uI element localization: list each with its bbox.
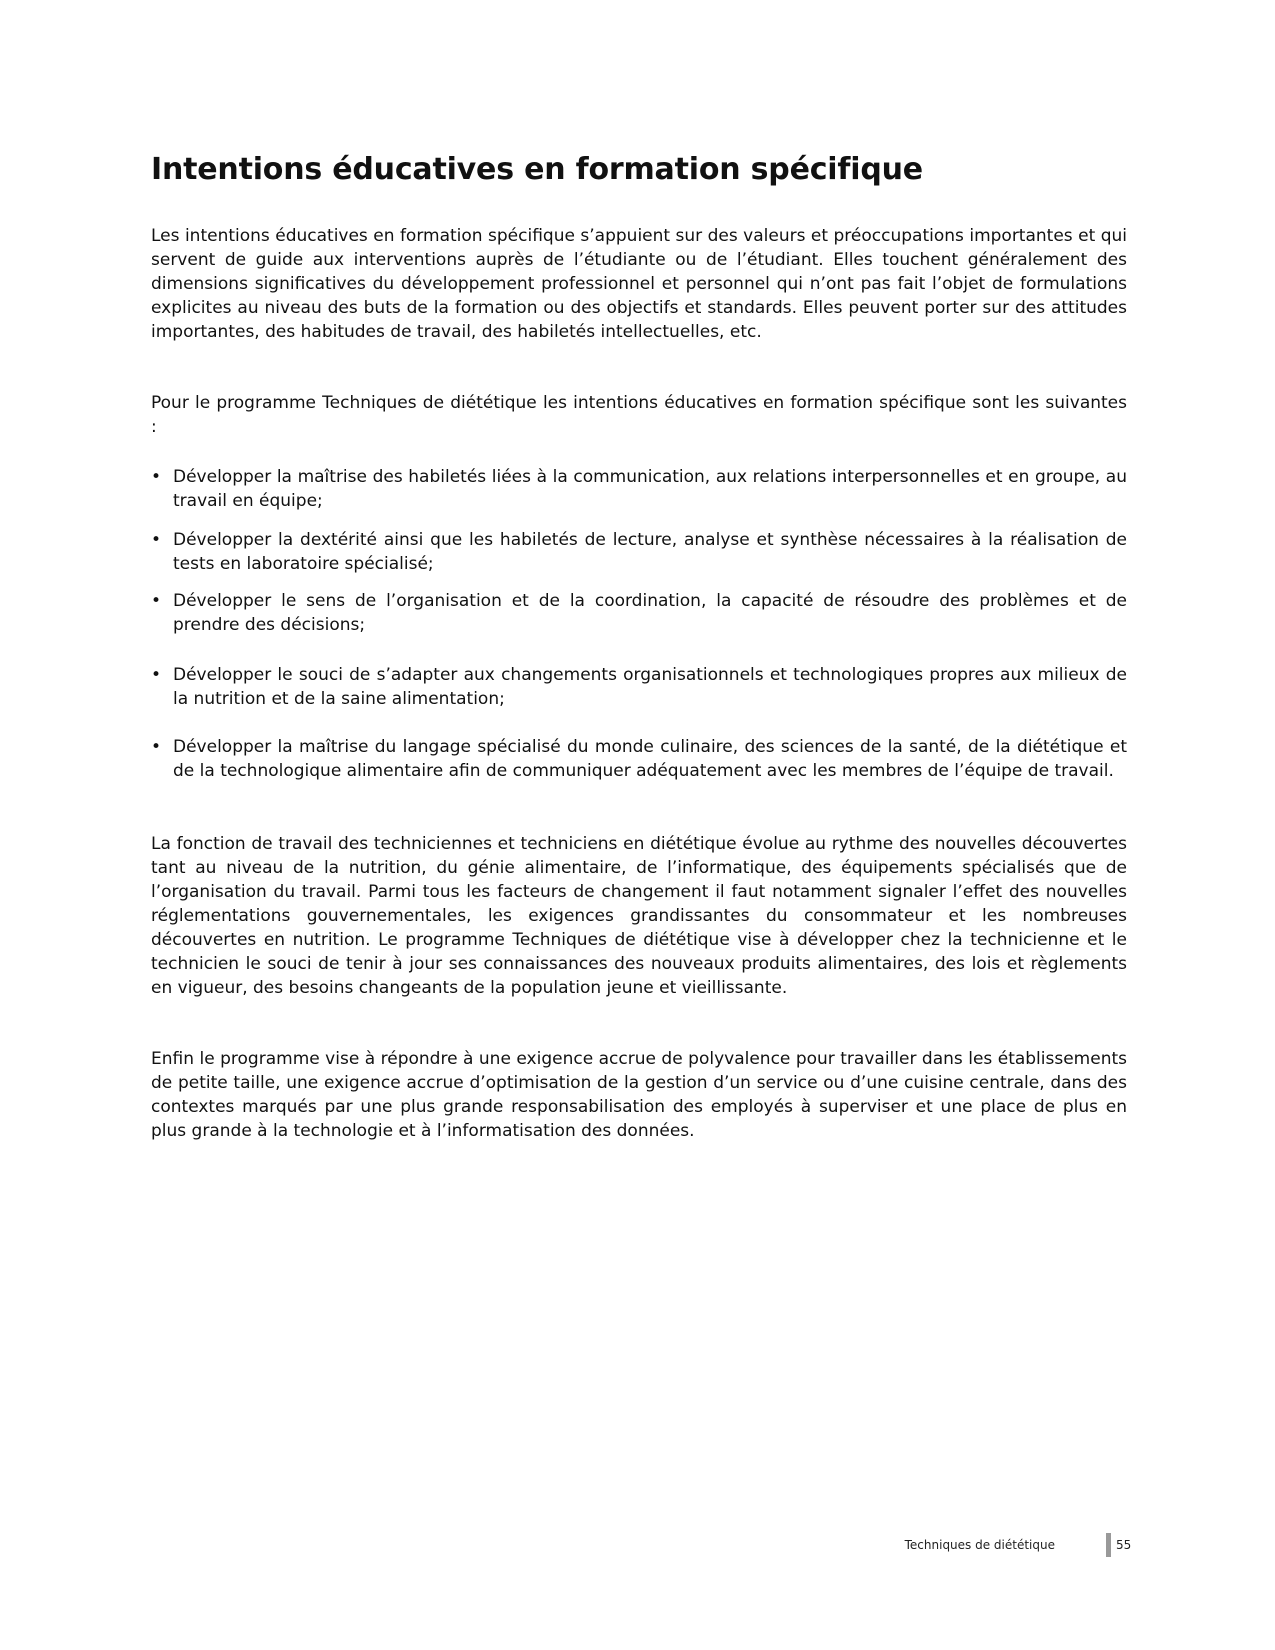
bullet-item	[151, 735, 1127, 783]
bullet-text: Développer le sens de l’organisation et de la coordination, la capacité de résoudre des problèmes et de prendre des décisions;	[173, 591, 1127, 635]
bullet-text: Développer la maîtrise des habiletés liées à la communication, aux relations interpersonnelles et en groupe, au travail en équipe;	[173, 467, 1127, 511]
page-footer	[900, 1533, 1135, 1557]
footer-divider	[1106, 1533, 1111, 1557]
bullet-text: Développer le souci de s’adapter aux changements organisationnels et technologiques propres aux milieux de la nutrition et de la saine alimentation;	[173, 665, 1127, 709]
bullet-icon: •	[151, 467, 162, 487]
program-paragraph: Pour le programme Techniques de diététique les intentions éducatives en formation spécifique sont les suivantes :	[151, 393, 1127, 437]
bullet-icon: •	[151, 591, 162, 611]
footer-title: Techniques de diététique	[904, 1538, 1055, 1552]
bullet-item	[151, 465, 1127, 513]
page-title: Intentions éducatives en formation spécifique	[151, 152, 923, 187]
bullet-item	[151, 528, 1127, 576]
bullet-icon: •	[151, 737, 162, 757]
conclusion-paragraph: Enfin le programme vise à répondre à une exigence accrue de polyvalence pour travailler dans les établissements de petite taille, une exigence accrue d’optimisation de la gestion d’un service ou d’une cuisine centrale, dans des contextes marqués par une plus grande responsabilisation des employés à superviser et une place de plus en plus grande à la technologie et à l’informatisation des données.	[151, 1049, 1127, 1141]
bullet-item	[151, 663, 1127, 711]
bullet-text: Développer la dextérité ainsi que les habiletés de lecture, analyse et synthèse nécessaires à la réalisation de tests en laboratoire spécialisé;	[173, 530, 1127, 574]
page-number: 55	[1116, 1538, 1132, 1552]
bullet-item	[151, 589, 1127, 637]
work-function-paragraph: La fonction de travail des techniciennes et techniciens en diététique évolue au rythme des nouvelles découvertes tant au niveau de la nutrition, du génie alimentaire, de l’informatique, des équipements spécialisés que de l’organisation du travail. Parmi tous les facteurs de changement il faut notamment signaler l’effet des nouvelles réglementations gouvernementales, les exigences grandissantes du consommateur et les nombreuses découvertes en nutrition. Le programme Techniques de diététique vise à développer chez la technicienne et le technicien le souci de tenir à jour ses connaissances des nouveaux produits alimentaires, des lois et règlements en vigueur, des besoins changeants de la population jeune et vieillissante.	[151, 834, 1127, 998]
bullet-icon: •	[151, 665, 162, 685]
intro-paragraph: Les intentions éducatives en formation spécifique s’appuient sur des valeurs et préoccupations importantes et qui servent de guide aux interventions auprès de l’étudiante ou de l’étudiant. Elles touchent généralement des dimensions significatives du développement professionnel et personnel qui n’ont pas fait l’objet de formulations explicites au niveau des buts de la formation ou des objectifs et standards. Elles peuvent porter sur des attitudes importantes, des habitudes de travail, des habiletés intellectuelles, etc.	[151, 226, 1127, 342]
bullet-icon: •	[151, 530, 162, 550]
bullet-text: Développer la maîtrise du langage spécialisé du monde culinaire, des sciences de la santé, de la diététique et de la technologique alimentaire afin de communiquer adéquatement avec les membres de l’équipe de travail.	[173, 737, 1127, 781]
